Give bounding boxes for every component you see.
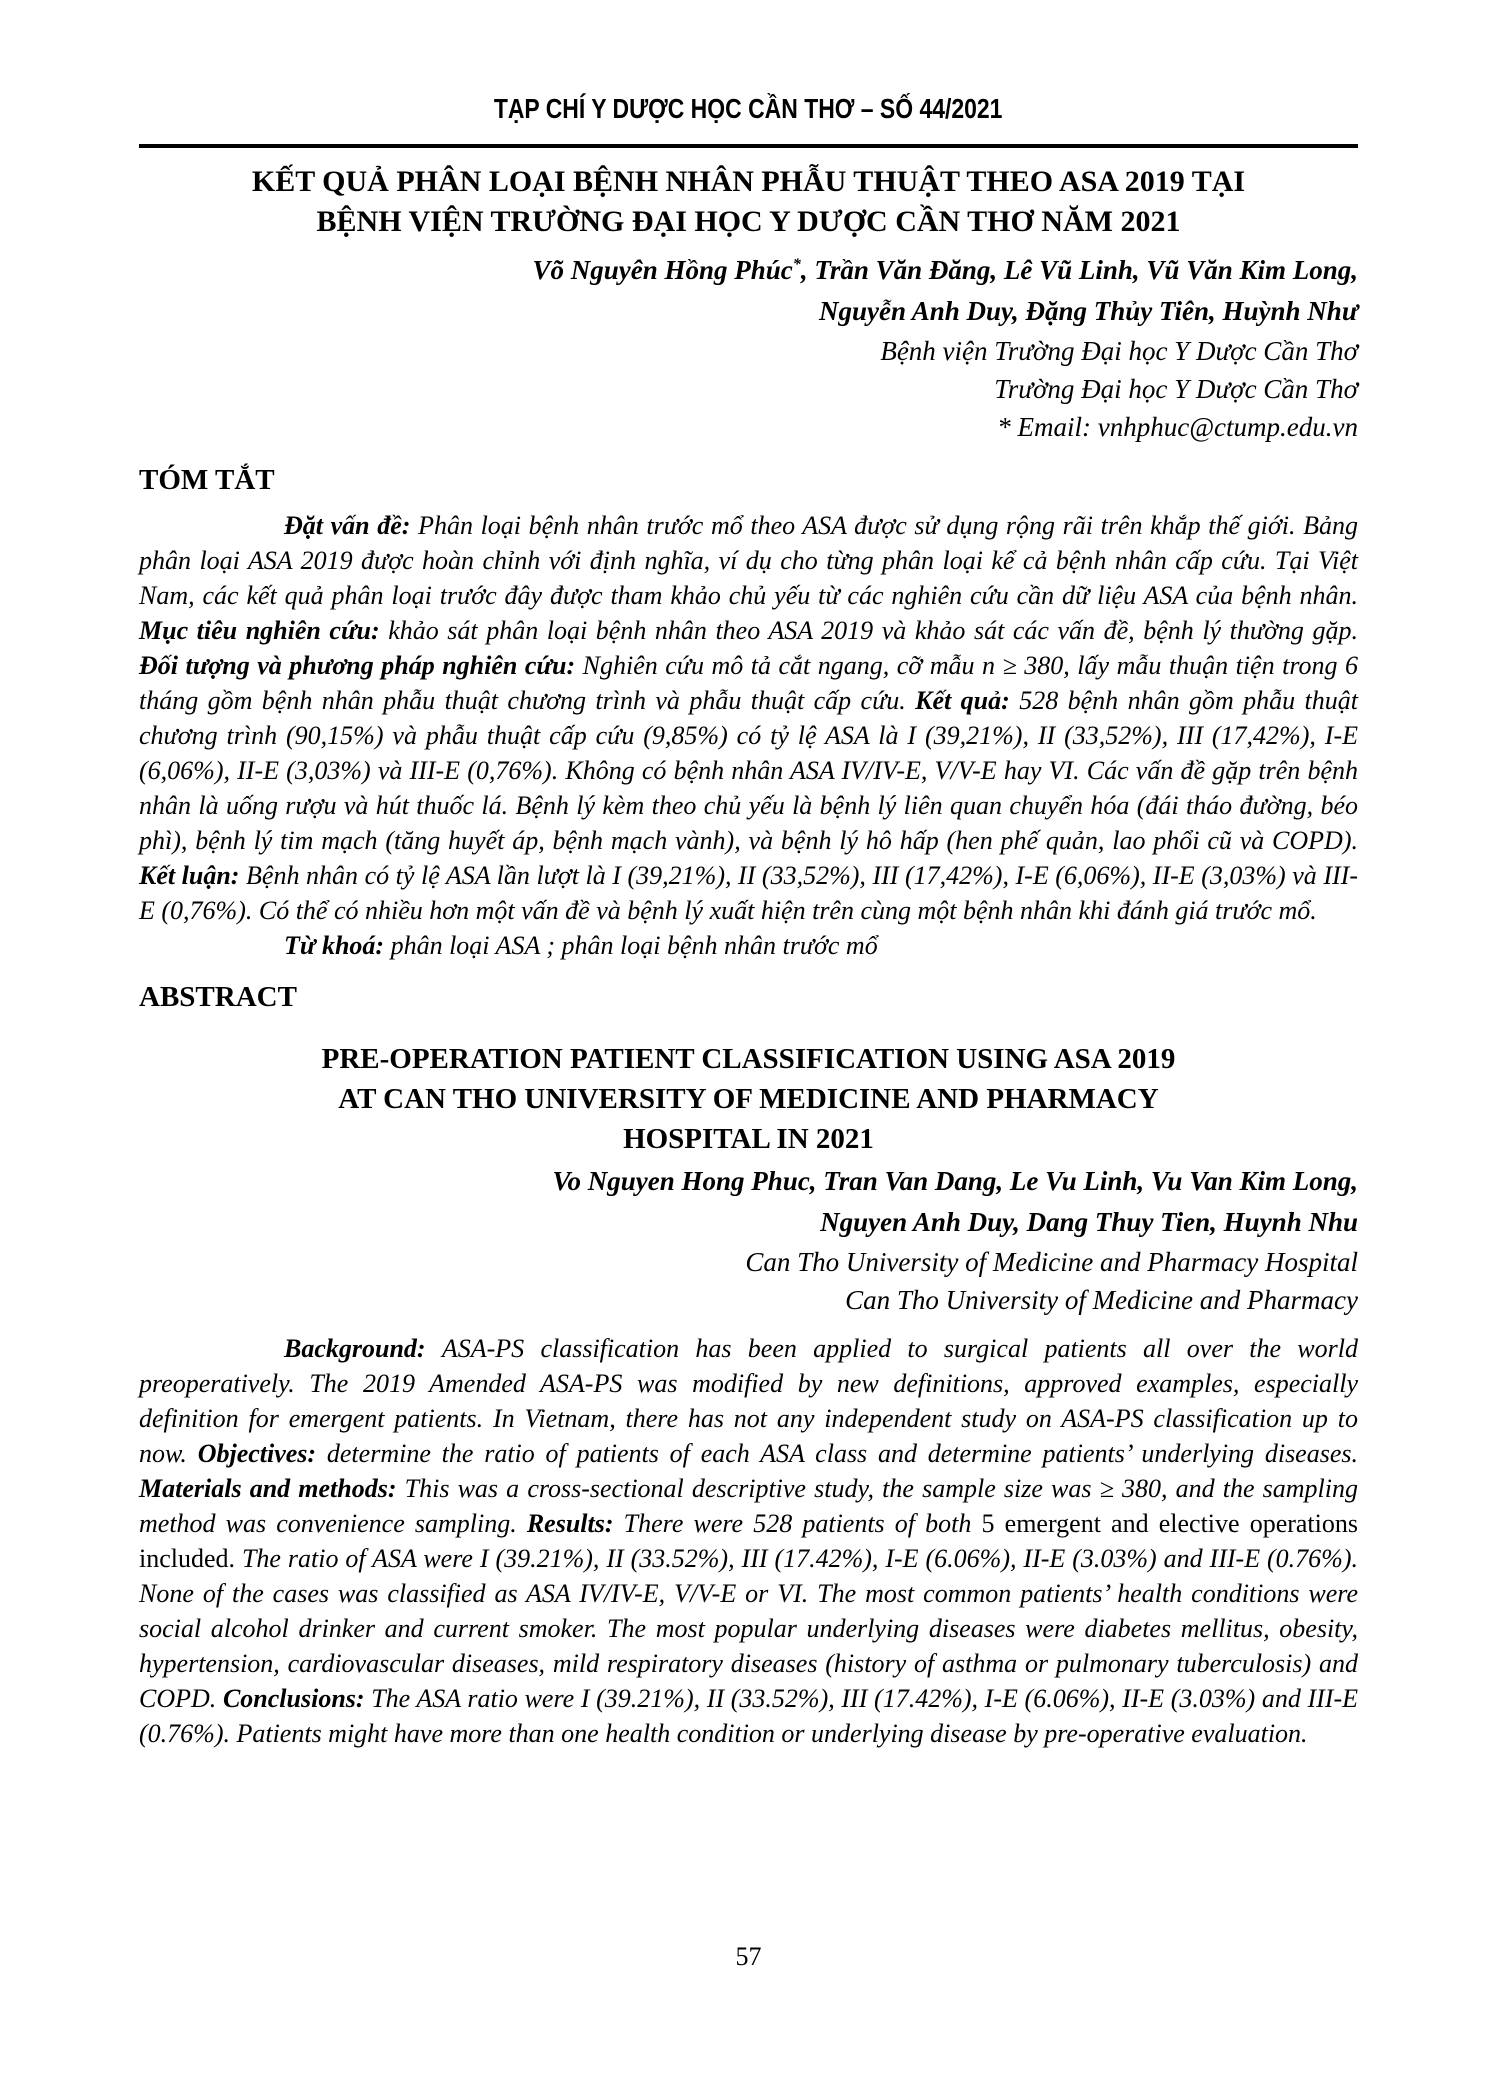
authors-en-line-2: Nguyen Anh Duy, Dang Thuy Tien, Huynh Nhu [820,1207,1358,1237]
authors-vi-line-2: Nguyễn Anh Duy, Đặng Thủy Tiên, Huỳnh Như [818,296,1358,326]
authors-en [139,1161,1358,1243]
corresponding-email-line: * Email: vnhphuc@ctump.edu.vn [997,412,1358,442]
page-footer [0,1942,1497,1972]
affiliation-vi-2: Trường Đại học Y Dược Cần Thơ [994,374,1358,404]
journal-header [139,95,1358,128]
affiliation-vi-1: Bệnh viện Trường Đại học Y Dược Cần Thơ [880,336,1358,366]
authors-en-line-1: Vo Nguyen Hong Phuc, Tran Van Dang, Le Vu Linh, Vu Van Kim Long, [552,1166,1358,1196]
page-number: 57 [735,1942,762,1971]
affiliations-en [139,1243,1358,1319]
authors-vi [139,244,1358,332]
keywords-vi: Từ khoá: phân loại ASA ; phân loại bệnh nhân trước mổ [284,931,878,960]
article-title-en-line-1: PRE-OPERATION PATIENT CLASSIFICATION USING ASA 2019 [321,1043,1176,1075]
abstract-paragraph-en: Background: ASA-PS classification has been applied to surgical patients all over the world preoperatively. The 2019 Amended ASA-PS was modified by new definitions, approved examples, especially definition for emergent patients. In Vietnam, there has not any independent study on ASA-PS classification up to now. Objectives: determine the ratio of patients of each ASA class and determine patients’ underlying diseases. Materials and methods: This was a cross-sectional descriptive study, the sample size was ≥ 380, and the sampling method was convenience sampling. Results: There were 528 patients of both 5 emergent and elective operations included. The ratio of ASA were I (39.21%), II (33.52%), III (17.42%), I-E (6.06%), II-E (3.03%) and III-E (0.76%). None of the cases was classified as ASA IV/IV-E, V/V-E or VI. The most common patients’ health conditions were social alcohol drinker and current smoker. The most popular underlying diseases were diabetes mellitus, obesity, hypertension, cardiovascular diseases, mild respiratory diseases (history of asthma or pulmonary tuberculosis) and COPD. Conclusions: The ASA ratio were I (39.21%), II (33.52%), III (17.42%), I-E (6.06%), II-E (3.03%) and III-E (0.76%). Patients might have more than one health condition or underlying disease by pre-operative evaluation. [139,1334,1359,1748]
header-divider-rule [139,144,1358,148]
article-title-en [139,1039,1358,1159]
section-heading-abstract: ABSTRACT [139,981,297,1013]
article-title-vi-line-1: KẾT QUẢ PHÂN LOẠI BỆNH NHÂN PHẪU THUẬT THEO ASA 2019 TẠI [251,165,1246,198]
section-heading-tom-tat: TÓM TẮT [139,464,275,496]
affiliation-en-1: Can Tho University of Medicine and Pharmacy Hospital [745,1247,1358,1277]
affiliations-vi [139,332,1358,446]
article-title-vi [139,162,1358,242]
authors-vi-line-1: Võ Nguyên Hồng Phúc*, Trần Văn Đăng, Lê Vũ Linh, Vũ Văn Kim Long, [532,255,1358,285]
journal-header-text: TẠP CHÍ Y DƯỢC HỌC CẦN THƠ – SỐ 44/2021 [494,93,1003,124]
affiliation-en-2: Can Tho University of Medicine and Pharmacy [845,1285,1358,1315]
article-title-en-line-2: AT CAN THO UNIVERSITY OF MEDICINE AND PHARMACY [338,1083,1159,1115]
article-title-vi-line-2: BỆNH VIỆN TRƯỜNG ĐẠI HỌC Y DƯỢC CẦN THƠ NĂM 2021 [316,205,1181,238]
article-title-en-line-3: HOSPITAL IN 2021 [623,1123,874,1155]
abstract-paragraph-vi: Đặt vấn đề: Phân loại bệnh nhân trước mổ theo ASA được sử dụng rộng rãi trên khắp thế giới. Bảng phân loại ASA 2019 được hoàn chỉnh với định nghĩa, ví dụ cho từng phân loại kể cả bệnh nhân cấp cứu. Tại Việt Nam, các kết quả phân loại trước đây được tham khảo chủ yếu từ các nghiên cứu cần dữ liệu ASA của bệnh nhân. Mục tiêu nghiên cứu: khảo sát phân loại bệnh nhân theo ASA 2019 và khảo sát các vấn đề, bệnh lý thường gặp. Đối tượng và phương pháp nghiên cứu: Nghiên cứu mô tả cắt ngang, cỡ mẫu n ≥ 380, lấy mẫu thuận tiện trong 6 tháng gồm bệnh nhân phẫu thuật chương trình và phẫu thuật cấp cứu. Kết quả: 528 bệnh nhân gồm phẫu thuật chương trình (90,15%) và phẫu thuật cấp cứu (9,85%) có tỷ lệ ASA là I (39,21%), II (33,52%), III (17,42%), I-E (6,06%), II-E (3,03%) và III-E (0,76%). Không có bệnh nhân ASA IV/IV-E, V/V-E hay VI. Các vấn đề gặp trên bệnh nhân là uống rượu và hút thuốc lá. Bệnh lý kèm theo chủ yếu là bệnh lý liên quan chuyển hóa (đái tháo đường, béo phì), bệnh lý tim mạch (tăng huyết áp, bệnh mạch vành), và bệnh lý hô hấp (hen phế quản, lao phổi cũ và COPD). Kết luận: Bệnh nhân có tỷ lệ ASA lần lượt là I (39,21%), II (33,52%), III (17,42%), I-E (6,06%), II-E (3,03%) và III-E (0,76%). Có thể có nhiều hơn một vấn đề và bệnh lý xuất hiện trên cùng một bệnh nhân khi đánh giá trước mổ. [139,511,1359,925]
